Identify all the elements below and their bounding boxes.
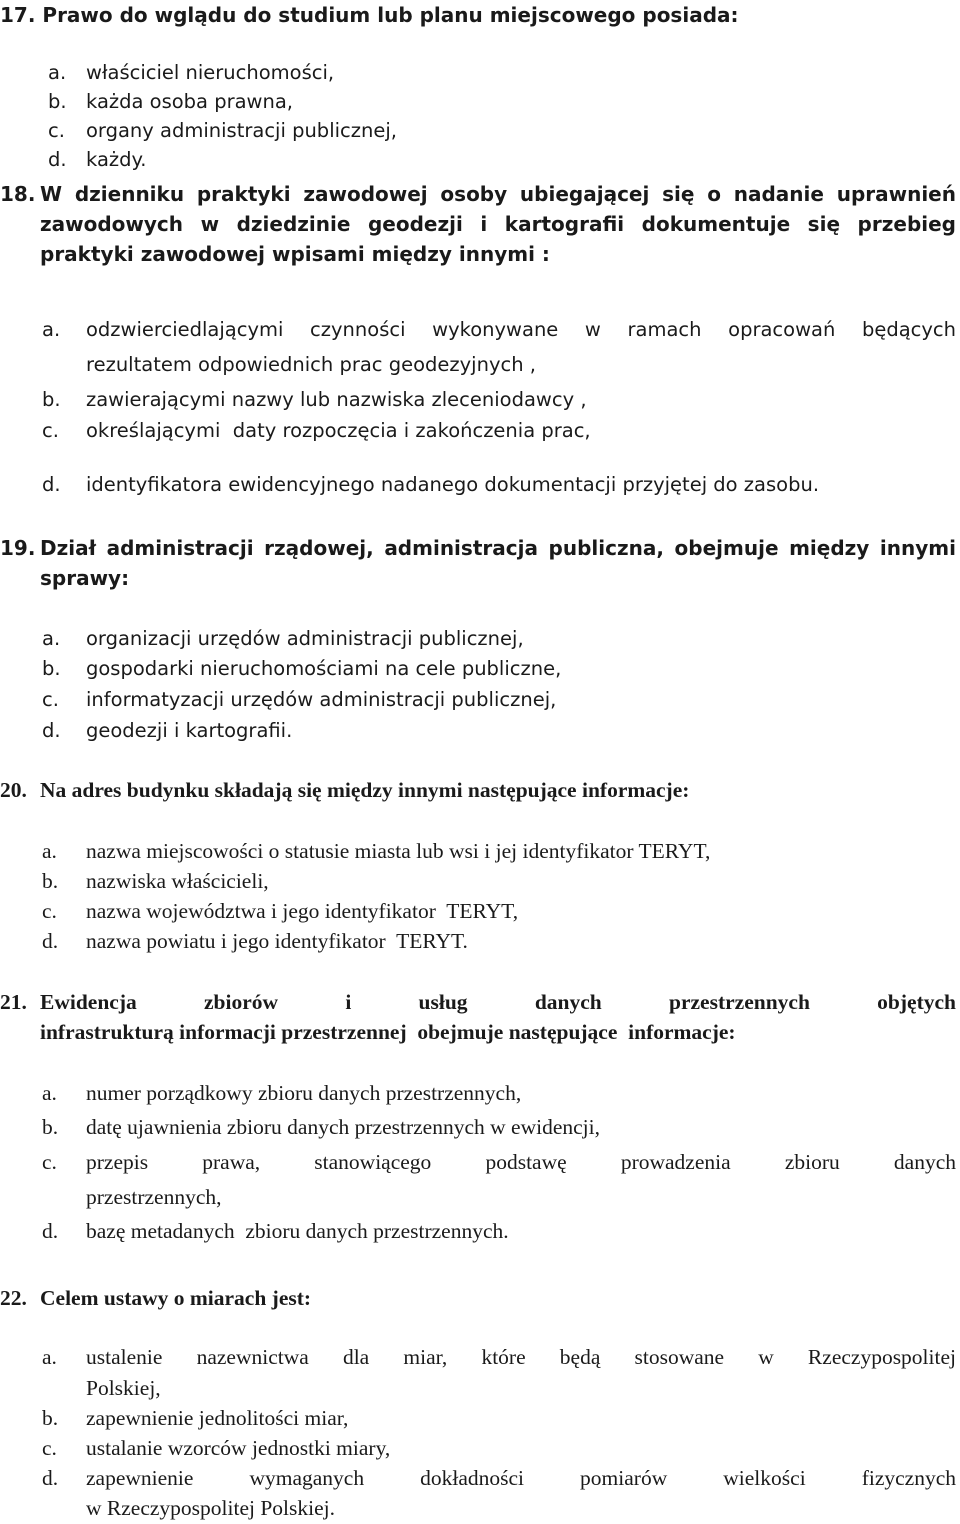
question-text: Celem ustawy o miarach jest:	[40, 1286, 312, 1310]
option-letter: c.	[42, 419, 59, 442]
option-text: bazę metadanych zbioru danych przestrzennych.	[86, 1219, 509, 1243]
option-letter: a.	[42, 1345, 57, 1369]
option-letter: d.	[42, 1219, 59, 1243]
question-number: 17.	[0, 3, 36, 27]
option-text-line: przestrzennych,	[86, 1185, 222, 1209]
option-letter: c.	[42, 899, 57, 923]
option-text: geodezji i kartografii.	[86, 719, 293, 742]
question-number: 22.	[0, 1286, 27, 1310]
option-letter: d.	[48, 148, 67, 171]
option-text-line: zapewnienie wymaganych dokładności pomiarów wielkości fizycznych	[86, 1466, 956, 1490]
option-letter: b.	[42, 869, 59, 893]
option-text: zawierającymi nazwy lub nazwiska zleceniodawcy ,	[86, 388, 587, 411]
option-text-line: przepis prawa, stanowiącego podstawę prowadzenia zbioru danych	[86, 1150, 956, 1174]
question-text-line: praktyki zawodowej wpisami między innymi :	[40, 242, 550, 266]
question-number: 19.	[0, 536, 36, 560]
option-letter: a.	[42, 318, 61, 341]
option-letter: d.	[42, 929, 59, 953]
option-text: nazwiska właścicieli,	[86, 869, 269, 893]
option-letter: a.	[42, 1081, 57, 1105]
option-text: właściciel nieruchomości,	[86, 61, 335, 84]
option-text-line: w Rzeczypospolitej Polskiej.	[86, 1496, 336, 1520]
question-17-title	[0, 0, 739, 30]
option-text: informatyzacji urzędów administracji publicznej,	[86, 688, 557, 711]
option-text: zapewnienie jednolitości miar,	[86, 1406, 349, 1430]
question-number: 20.	[0, 778, 27, 802]
option-text: nazwa miejscowości o statusie miasta lub wsi i jej identyfikator TERYT,	[86, 839, 711, 863]
question-text-line: W dzienniku praktyki zawodowej osoby ubiegającej się o nadanie uprawnień	[40, 182, 956, 206]
option-letter: a.	[48, 61, 67, 84]
option-text-line: Polskiej,	[86, 1376, 161, 1400]
option-letter: b.	[42, 1406, 59, 1430]
option-letter: b.	[42, 388, 61, 411]
option-text-line: rezultatem odpowiednich prac geodezyjnych ,	[86, 353, 536, 376]
option-text-line: ustalenie nazewnictwa dla miar, które będą stosowane w Rzeczypospolitej	[86, 1345, 956, 1369]
question-text-line: Dział administracji rządowej, administracja publiczna, obejmuje między innymi	[40, 536, 956, 560]
option-letter: a.	[42, 627, 61, 650]
option-letter: c.	[42, 1150, 57, 1174]
option-letter: c.	[42, 688, 59, 711]
question-text-line: Ewidencja zbiorów i usług danych przestrzennych objętych	[40, 990, 956, 1014]
question-text-line: sprawy:	[40, 566, 130, 590]
option-text: każda osoba prawna,	[86, 90, 294, 113]
option-text: nazwa powiatu i jego identyfikator TERYT.	[86, 929, 468, 953]
option-text-line: odzwierciedlającymi czynności wykonywane w ramach opracowań będących	[86, 318, 956, 341]
option-text: organizacji urzędów administracji publicznej,	[86, 627, 524, 650]
option-letter: c.	[42, 1436, 57, 1460]
option-letter: d.	[42, 473, 61, 496]
option-letter: b.	[42, 1115, 59, 1139]
option-letter: c.	[48, 119, 65, 142]
question-number: 21.	[0, 990, 27, 1014]
option-letter: d.	[42, 719, 61, 742]
option-text: określającymi daty rozpoczęcia i zakończenia prac,	[86, 419, 591, 442]
question-text-line: zawodowych w dziedzinie geodezji i kartografii dokumentuje się przebieg	[40, 212, 956, 236]
option-text: organy administracji publicznej,	[86, 119, 397, 142]
option-text: każdy.	[86, 148, 147, 171]
option-text: gospodarki nieruchomościami na cele publiczne,	[86, 657, 562, 680]
option-text: datę ujawnienia zbioru danych przestrzennych w ewidencji,	[86, 1115, 600, 1139]
question-text: Na adres budynku składają się między innymi następujące informacje:	[40, 778, 690, 802]
option-text: ustalanie wzorców jednostki miary,	[86, 1436, 391, 1460]
question-text: Prawo do wglądu do studium lub planu miejscowego posiada:	[42, 3, 739, 27]
question-number: 18.	[0, 182, 36, 206]
option-letter: b.	[48, 90, 67, 113]
option-letter: b.	[42, 657, 61, 680]
option-text: nazwa województwa i jego identyfikator TERYT,	[86, 899, 519, 923]
option-text: identyfikatora ewidencyjnego nadanego dokumentacji przyjętej do zasobu.	[86, 473, 820, 496]
option-text: numer porządkowy zbioru danych przestrzennych,	[86, 1081, 522, 1105]
option-letter: d.	[42, 1466, 59, 1490]
question-text-line: infrastrukturą informacji przestrzennej obejmuje następujące informacje:	[40, 1020, 736, 1044]
option-letter: a.	[42, 839, 57, 863]
